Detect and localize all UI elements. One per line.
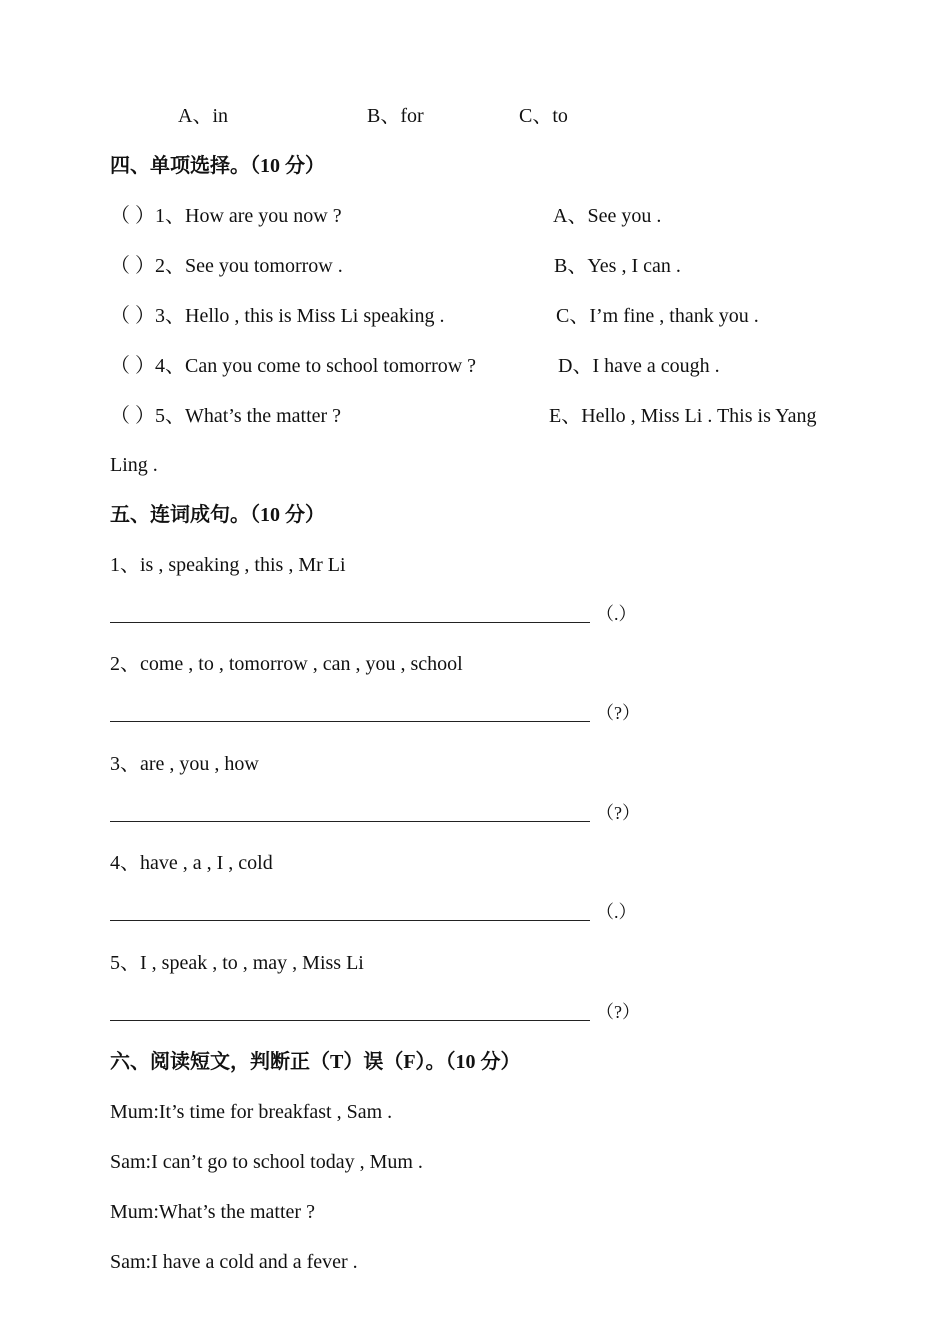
answer-blank-5[interactable] [110, 1020, 590, 1021]
option-c: C、to [519, 105, 568, 127]
answer-c: C、I’m fine , thank you . [556, 305, 759, 327]
question-1: （ ）1、How are you now ? [110, 205, 342, 227]
punct-hint-1: （.） [596, 604, 637, 624]
section5-heading: 五、连词成句。（10 分） [110, 504, 325, 526]
dialogue-line-4: Sam:I have a cold and a fever . [110, 1251, 358, 1273]
prompt-3: 3、are , you , how [110, 753, 259, 775]
question-5: （ ）5、What’s the matter ? [110, 405, 342, 427]
prompt-4: 4、have , a , I , cold [110, 852, 273, 874]
answer-e-wrap: Ling . [110, 454, 158, 476]
option-b: B、for [367, 105, 424, 127]
question-4: （ ）4、Can you come to school tomorrow ? [110, 355, 477, 377]
punct-hint-5: （?） [596, 1002, 640, 1022]
dialogue-line-1: Mum:It’s time for breakfast , Sam . [110, 1101, 393, 1123]
answer-blank-1[interactable] [110, 622, 590, 623]
answer-blank-3[interactable] [110, 821, 590, 822]
answer-blank-2[interactable] [110, 721, 590, 722]
prompt-5: 5、I , speak , to , may , Miss Li [110, 952, 364, 974]
question-2: （ ）2、See you tomorrow . [110, 255, 343, 277]
dialogue-line-2: Sam:I can’t go to school today , Mum . [110, 1151, 423, 1173]
prompt-2: 2、come , to , tomorrow , can , you , school [110, 653, 463, 675]
section6-heading: 六、阅读短文，判断正（T）误（F）。（10 分） [110, 1051, 521, 1073]
punct-hint-3: （?） [596, 803, 640, 823]
prompt-1: 1、is , speaking , this , Mr Li [110, 554, 346, 576]
answer-a: A、See you . [553, 205, 662, 227]
dialogue-line-3: Mum:What’s the matter ? [110, 1201, 315, 1223]
answer-b: B、Yes , I can . [554, 255, 681, 277]
option-a: A、in [178, 105, 228, 127]
answer-blank-4[interactable] [110, 920, 590, 921]
answer-e: E、Hello , Miss Li . This is Yang [549, 405, 817, 427]
question-3: （ ）3、Hello , this is Miss Li speaking . [110, 305, 445, 327]
punct-hint-2: （?） [596, 703, 640, 723]
punct-hint-4: （.） [596, 902, 637, 922]
section4-heading: 四、单项选择。（10 分） [110, 155, 325, 177]
answer-d: D、I have a cough . [558, 355, 720, 377]
